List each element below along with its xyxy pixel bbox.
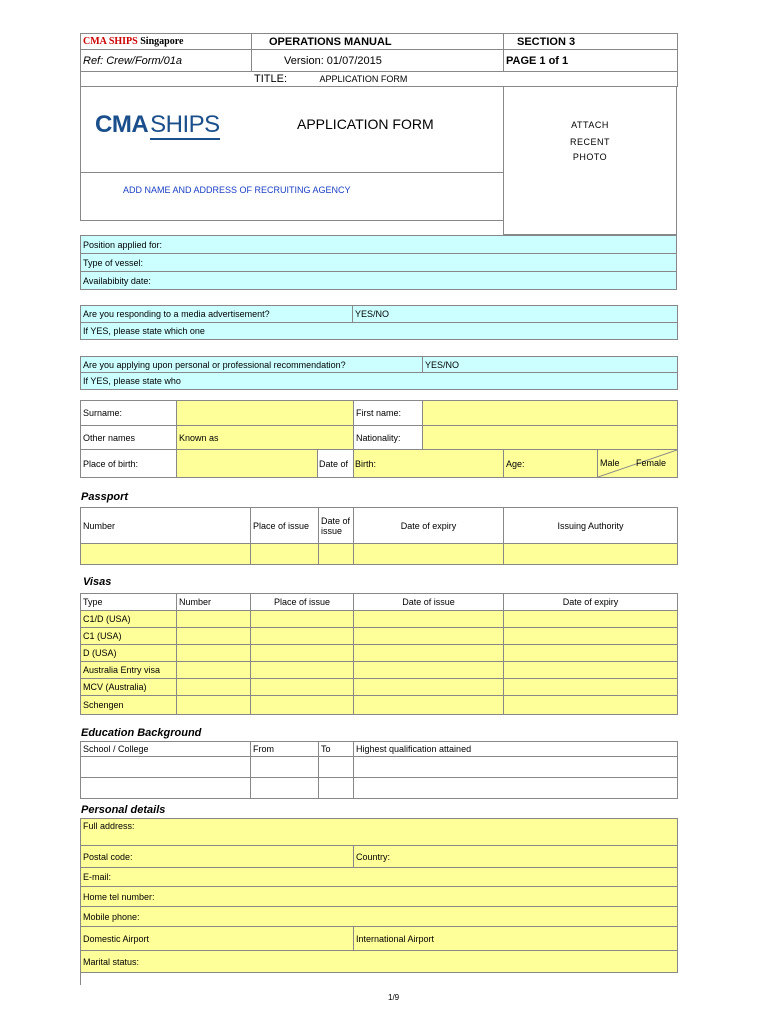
visa-type: MCV (Australia) [81, 679, 177, 696]
date-of-birth-label: Date of [318, 450, 354, 478]
postal-code-field[interactable]: Postal code: [81, 846, 354, 868]
visa-date-issue-input[interactable] [354, 696, 504, 715]
visa-date-issue-input[interactable] [354, 679, 504, 696]
education-to-input[interactable] [319, 757, 354, 778]
personal-table [80, 818, 678, 985]
media-table [80, 305, 678, 340]
education-col-school: School / College [81, 742, 251, 757]
passport-authority-input[interactable] [504, 544, 678, 565]
education-col-from: From [251, 742, 319, 757]
visa-date-issue-input[interactable] [354, 645, 504, 662]
visa-expiry-input[interactable] [504, 645, 678, 662]
email-field[interactable]: E-mail: [81, 868, 678, 887]
position-table [80, 235, 677, 290]
passport-col-number: Number [81, 508, 251, 544]
passport-table [80, 507, 678, 565]
place-of-birth-label: Place of birth: [81, 450, 177, 478]
passport-date-issue-input[interactable] [319, 544, 354, 565]
first-name-label: First name: [354, 401, 423, 426]
visas-col-type: Type [81, 594, 177, 611]
visa-date-issue-input[interactable] [354, 628, 504, 645]
availability-field[interactable]: Availabibity date: [81, 272, 677, 290]
nationality-input[interactable] [423, 426, 678, 450]
visa-date-issue-input[interactable] [354, 611, 504, 628]
visa-expiry-input[interactable] [504, 611, 678, 628]
visas-section-title: Visas [83, 576, 112, 588]
education-col-to: To [319, 742, 354, 757]
country-field[interactable]: Country: [354, 846, 678, 868]
surname-input[interactable] [177, 401, 354, 426]
domestic-airport-field[interactable]: Domestic Airport [81, 927, 354, 951]
recommendation-table [80, 356, 678, 390]
photo-photo: PHOTO [572, 152, 608, 162]
header-table [80, 33, 678, 87]
home-tel-field[interactable]: Home tel number: [81, 887, 678, 907]
first-name-input[interactable] [423, 401, 678, 426]
visas-table [80, 593, 678, 715]
gender-female[interactable]: Female [636, 458, 667, 468]
media-question: Are you responding to a media advertisement? [81, 306, 353, 323]
other-names-label: Other names [81, 426, 177, 450]
recommendation-answer[interactable]: YES/NO [423, 357, 678, 373]
passport-col-place: Place of issue [251, 508, 319, 544]
education-school-input[interactable] [81, 757, 251, 778]
gender-field[interactable] [598, 450, 678, 478]
education-from-input[interactable] [251, 757, 319, 778]
title-value: APPLICATION FORM [319, 74, 408, 84]
media-answer[interactable]: YES/NO [353, 306, 678, 323]
page-label: PAGE 1 of 1 [504, 50, 678, 72]
education-col-qualification: Highest qualification attained [354, 742, 678, 757]
passport-place-input[interactable] [251, 544, 319, 565]
passport-col-authority: Issuing Authority [504, 508, 678, 544]
passport-section-title: Passport [81, 491, 129, 503]
mobile-field[interactable]: Mobile phone: [81, 907, 678, 927]
visa-type: Schengen [81, 696, 177, 715]
visa-number-input[interactable] [177, 662, 251, 679]
marital-status-field[interactable]: Marital status: [81, 951, 678, 973]
gender-male[interactable]: Male [600, 458, 620, 468]
date-of-birth-input[interactable]: Birth: [354, 450, 504, 478]
surname-label: Surname: [81, 401, 177, 426]
company-cell [81, 34, 252, 50]
visas-col-number: Number [177, 594, 251, 611]
visas-col-date-issue: Date of issue [354, 594, 504, 611]
international-airport-field[interactable]: International Airport [354, 927, 678, 951]
manual-title: OPERATIONS MANUAL [252, 34, 504, 50]
visa-number-input[interactable] [177, 611, 251, 628]
visa-type: C1/D (USA) [81, 611, 177, 628]
vessel-type-field[interactable]: Type of vessel: [81, 254, 677, 272]
visa-type: C1 (USA) [81, 628, 177, 645]
title-label: TITLE: [254, 73, 288, 85]
place-of-birth-input[interactable] [177, 450, 318, 478]
visa-place-input[interactable] [251, 611, 354, 628]
recommendation-question: Are you applying upon personal or professional recommendation? [81, 357, 423, 373]
education-qualification-input[interactable] [354, 757, 678, 778]
photo-attach: ATTACH [571, 120, 609, 130]
cma-ships-logo [95, 111, 220, 139]
visa-place-input[interactable] [251, 679, 354, 696]
visa-number-input[interactable] [177, 628, 251, 645]
visa-place-input[interactable] [251, 645, 354, 662]
passport-number-input[interactable] [81, 544, 251, 565]
visa-place-input[interactable] [251, 696, 354, 715]
visa-expiry-input[interactable] [504, 696, 678, 715]
education-qualification-input[interactable] [354, 778, 678, 799]
personal-section-title: Personal details [81, 804, 166, 816]
nationality-label: Nationality: [354, 426, 423, 450]
page-number: 1/9 [388, 993, 400, 1002]
education-school-input[interactable] [81, 778, 251, 799]
education-from-input[interactable] [251, 778, 319, 799]
passport-expiry-input[interactable] [354, 544, 504, 565]
company-brand: CMA SHIPS [83, 36, 138, 47]
identity-table [80, 400, 678, 478]
visa-expiry-input[interactable] [504, 628, 678, 645]
visa-number-input[interactable] [177, 679, 251, 696]
known-as-input[interactable]: Known as [177, 426, 354, 450]
visa-type: D (USA) [81, 645, 177, 662]
education-section-title: Education Background [81, 727, 202, 739]
logo-ships: SHIPS [150, 111, 220, 138]
visa-expiry-input[interactable] [504, 662, 678, 679]
education-table [80, 741, 678, 799]
visa-expiry-input[interactable] [504, 679, 678, 696]
recommendation-followup[interactable]: If YES, please state who [81, 373, 678, 390]
media-followup[interactable]: If YES, please state which one [81, 323, 678, 340]
personal-blank-row [81, 973, 678, 985]
photo-recent: RECENT [569, 137, 610, 147]
age-input[interactable]: Age: [504, 450, 598, 478]
position-applied-field[interactable]: Position applied for: [81, 236, 677, 254]
visa-place-input[interactable] [251, 662, 354, 679]
agency-label: ADD NAME AND ADDRESS OF RECRUITING AGENCY [123, 185, 351, 195]
visas-col-expiry: Date of expiry [504, 594, 678, 611]
form-title: APPLICATION FORM [297, 116, 434, 132]
visas-col-place: Place of issue [251, 594, 354, 611]
company-city: Singapore [140, 36, 184, 47]
logo-cma: CMA [95, 111, 149, 138]
full-address-field[interactable]: Full address: [81, 819, 678, 846]
visa-number-input[interactable] [177, 645, 251, 662]
visa-date-issue-input[interactable] [354, 662, 504, 679]
ref-label: Ref: Crew/Form/01a [81, 50, 252, 72]
photo-box[interactable] [503, 87, 677, 235]
passport-col-expiry: Date of expiry [354, 508, 504, 544]
title-row [81, 72, 678, 87]
section-label: SECTION 3 [504, 34, 678, 50]
passport-col-date-issue: Date of issue [319, 508, 354, 544]
visa-number-input[interactable] [177, 696, 251, 715]
visa-type: Australia Entry visa [81, 662, 177, 679]
education-to-input[interactable] [319, 778, 354, 799]
agency-box[interactable] [80, 172, 504, 221]
version-label: Version: 01/07/2015 [252, 50, 504, 72]
visa-place-input[interactable] [251, 628, 354, 645]
